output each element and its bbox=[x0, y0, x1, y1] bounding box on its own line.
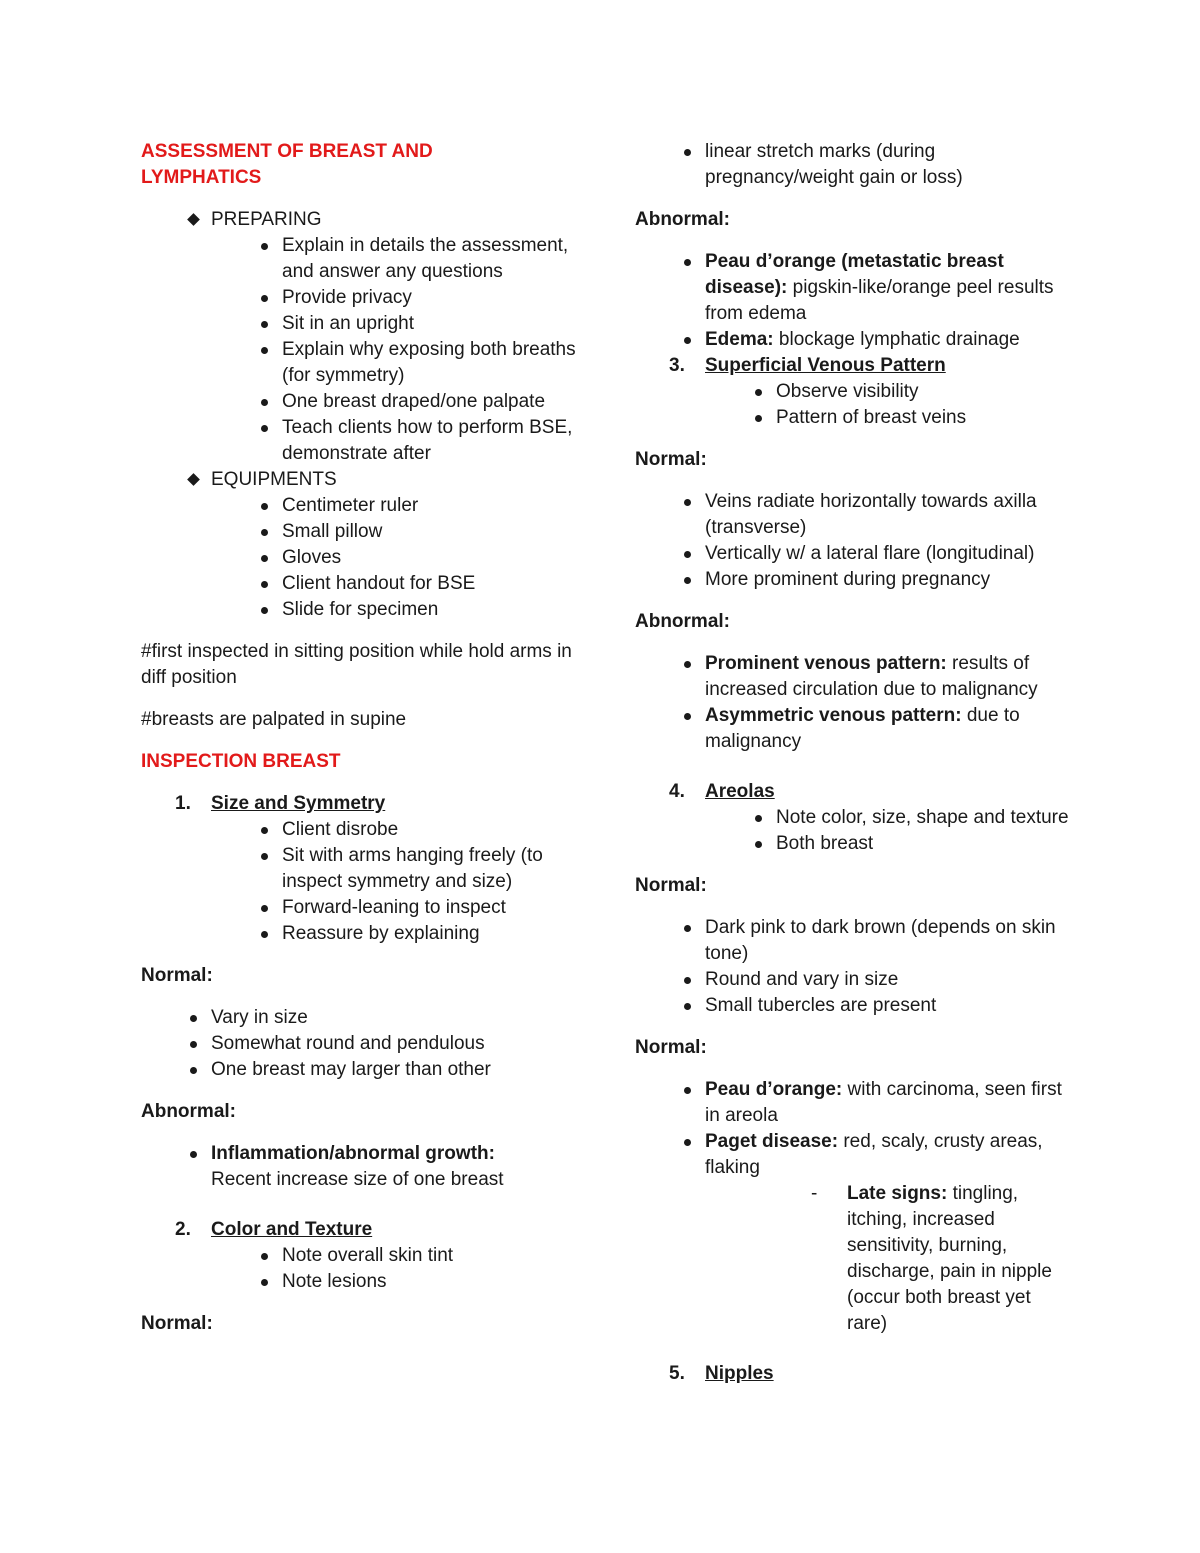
list-item-text: blockage lymphatic drainage bbox=[778, 329, 1020, 350]
section-number: 5. bbox=[669, 1363, 685, 1384]
bullet-icon bbox=[675, 651, 699, 668]
list-item-text: pigskin-like/orange peel results from edema bbox=[705, 277, 1054, 324]
bullet-icon bbox=[181, 1005, 205, 1022]
list-item bbox=[282, 843, 581, 895]
bullet-icon bbox=[252, 895, 276, 912]
note-text: #first inspected in sitting position while hold arms in diff position bbox=[141, 641, 572, 688]
list-item bbox=[705, 967, 1075, 993]
list-item-text: Dark pink to dark brown (depends on skin tone) bbox=[705, 917, 1056, 964]
list-item bbox=[282, 311, 581, 337]
list-item-text: Small tubercles are present bbox=[705, 995, 937, 1016]
list-item bbox=[211, 1031, 581, 1057]
list-item-text: Gloves bbox=[282, 547, 342, 568]
list-item bbox=[776, 831, 1075, 857]
list-item bbox=[211, 1141, 581, 1193]
list-item bbox=[776, 379, 1075, 405]
list-item-text: results of increased circulation due to malignancy bbox=[705, 653, 1038, 700]
bullet-icon bbox=[252, 843, 276, 860]
section-title: Size and Symmetry bbox=[211, 793, 386, 814]
note-text: #breasts are palpated in supine bbox=[141, 709, 407, 730]
list-item-text: Provide privacy bbox=[282, 287, 412, 308]
bullet-icon bbox=[252, 817, 276, 834]
normal-label: Normal: bbox=[141, 1313, 213, 1334]
bullet-icon bbox=[252, 389, 276, 406]
list-item-text: Note overall skin tint bbox=[282, 1245, 454, 1266]
list-item bbox=[282, 389, 581, 415]
bullet-icon bbox=[252, 545, 276, 562]
list-item bbox=[705, 1129, 1075, 1181]
list-item-bold: Peau d’orange (metastatic breast disease): bbox=[705, 251, 1004, 298]
list-item-text: Both breast bbox=[776, 833, 874, 854]
section-heading bbox=[175, 791, 581, 817]
list-item bbox=[211, 1057, 581, 1083]
list-item bbox=[282, 545, 581, 571]
dash-bullet: - bbox=[811, 1183, 818, 1204]
list-item bbox=[705, 327, 1075, 353]
list-item-text: Explain why exposing both breaths (for symmetry) bbox=[282, 339, 576, 386]
list-item-text: Note lesions bbox=[282, 1271, 387, 1292]
section-heading bbox=[669, 353, 1075, 379]
list-item bbox=[705, 993, 1075, 1019]
bullet-icon bbox=[675, 567, 699, 584]
section-heading bbox=[669, 1361, 1075, 1387]
equipments-heading bbox=[211, 467, 581, 493]
list-item-text: Veins radiate horizontally towards axilla (transverse) bbox=[705, 491, 1037, 538]
bullet-icon bbox=[252, 493, 276, 510]
list-item bbox=[282, 597, 581, 623]
bullet-icon bbox=[252, 233, 276, 250]
list-item-text: Vertically w/ a lateral flare (longitudinal) bbox=[705, 543, 1035, 564]
list-item bbox=[811, 1181, 1075, 1337]
list-item-text: One breast draped/one palpate bbox=[282, 391, 546, 412]
list-item-text: Note color, size, shape and texture bbox=[776, 807, 1069, 828]
section-title: Color and Texture bbox=[211, 1219, 373, 1240]
list-item-text: Explain in details the assessment, and answer any questions bbox=[282, 235, 569, 282]
list-item-text: Teach clients how to perform BSE, demonstrate after bbox=[282, 417, 573, 464]
section-number: 4. bbox=[669, 781, 685, 802]
bullet-icon bbox=[675, 541, 699, 558]
section-title: Areolas bbox=[705, 781, 775, 802]
section-number: 1. bbox=[175, 793, 191, 814]
list-item-text: Slide for specimen bbox=[282, 599, 439, 620]
list-item-text: Somewhat round and pendulous bbox=[211, 1033, 485, 1054]
list-item bbox=[705, 1077, 1075, 1129]
title-line-2: LYMPHATICS bbox=[141, 167, 262, 188]
list-item-text: Centimeter ruler bbox=[282, 495, 419, 516]
section-number: 3. bbox=[669, 355, 685, 376]
bullet-icon bbox=[675, 703, 699, 720]
list-item-bold: Late signs: bbox=[847, 1183, 948, 1204]
abnormal-label: Abnormal: bbox=[635, 209, 730, 230]
list-item-text: Sit in an upright bbox=[282, 313, 415, 334]
list-item-text: with carcinoma, seen first in areola bbox=[705, 1079, 1062, 1126]
abnormal-label: Abnormal: bbox=[141, 1101, 236, 1122]
bullet-icon bbox=[675, 1129, 699, 1146]
bullet-icon bbox=[675, 249, 699, 266]
document-title bbox=[141, 139, 581, 191]
list-item-bold: Peau d’orange: bbox=[705, 1079, 843, 1100]
section-title: Nipples bbox=[705, 1363, 774, 1384]
preparing-label: PREPARING bbox=[211, 209, 322, 230]
bullet-icon bbox=[746, 805, 770, 822]
bullet-icon bbox=[675, 915, 699, 932]
list-item-text: Small pillow bbox=[282, 521, 383, 542]
bullet-icon bbox=[252, 311, 276, 328]
bullet-icon bbox=[252, 415, 276, 432]
bullet-icon bbox=[675, 967, 699, 984]
list-item bbox=[282, 337, 581, 389]
list-item bbox=[282, 493, 581, 519]
bullet-icon bbox=[181, 1057, 205, 1074]
list-item bbox=[776, 405, 1075, 431]
list-item-text: linear stretch marks (during pregnancy/weight gain or loss) bbox=[705, 141, 963, 188]
list-item bbox=[282, 921, 581, 947]
normal-label: Normal: bbox=[141, 965, 213, 986]
title-line-1: ASSESSMENT OF BREAST AND bbox=[141, 141, 433, 162]
bullet-icon bbox=[252, 1269, 276, 1286]
abnormal-label: Abnormal: bbox=[635, 611, 730, 632]
bullet-icon bbox=[746, 379, 770, 396]
list-item bbox=[705, 651, 1075, 703]
list-item-text: Sit with arms hanging freely (to inspect symmetry and size) bbox=[282, 845, 543, 892]
left-column bbox=[141, 139, 581, 1337]
list-item bbox=[705, 567, 1075, 593]
list-item-text: red, scaly, crusty areas, flaking bbox=[705, 1131, 1043, 1178]
normal-label: Normal: bbox=[635, 1037, 707, 1058]
section-heading bbox=[669, 779, 1075, 805]
list-item-text: Client disrobe bbox=[282, 819, 399, 840]
list-item-text: Recent increase size of one breast bbox=[211, 1169, 504, 1190]
bullet-icon bbox=[181, 1031, 205, 1048]
bullet-icon bbox=[675, 139, 699, 156]
bullet-icon bbox=[746, 405, 770, 422]
list-item bbox=[705, 703, 1075, 755]
list-item-text: Vary in size bbox=[211, 1007, 308, 1028]
list-item-text: Round and vary in size bbox=[705, 969, 899, 990]
list-item bbox=[282, 571, 581, 597]
list-item-bold: Edema: bbox=[705, 329, 774, 350]
bullet-icon bbox=[675, 1077, 699, 1094]
normal-label: Normal: bbox=[635, 875, 707, 896]
bullet-icon bbox=[181, 1141, 205, 1158]
list-item bbox=[705, 915, 1075, 967]
normal-label: Normal: bbox=[635, 449, 707, 470]
list-item bbox=[282, 233, 581, 285]
list-item bbox=[282, 285, 581, 311]
list-item-text: Forward-leaning to inspect bbox=[282, 897, 506, 918]
list-item-text: due to malignancy bbox=[705, 705, 1020, 752]
list-item-bold: Asymmetric venous pattern: bbox=[705, 705, 962, 726]
bullet-icon bbox=[252, 285, 276, 302]
list-item bbox=[282, 1243, 581, 1269]
bullet-icon bbox=[252, 921, 276, 938]
list-item bbox=[282, 1269, 581, 1295]
equipments-label: EQUIPMENTS bbox=[211, 469, 337, 490]
list-item-text: More prominent during pregnancy bbox=[705, 569, 991, 590]
list-item bbox=[282, 895, 581, 921]
list-item bbox=[705, 249, 1075, 327]
section-title: Superficial Venous Pattern bbox=[705, 355, 946, 376]
list-item-bold: Inflammation/abnormal growth: bbox=[211, 1143, 495, 1164]
list-item bbox=[282, 817, 581, 843]
list-item-text: Client handout for BSE bbox=[282, 573, 476, 594]
list-item bbox=[282, 519, 581, 545]
list-item bbox=[211, 1005, 581, 1031]
inspection-heading: INSPECTION BREAST bbox=[141, 751, 341, 772]
preparing-heading bbox=[211, 207, 581, 233]
list-item bbox=[776, 805, 1075, 831]
bullet-icon bbox=[252, 337, 276, 354]
list-item bbox=[705, 489, 1075, 541]
list-item-text: One breast may larger than other bbox=[211, 1059, 491, 1080]
list-item-text: Reassure by explaining bbox=[282, 923, 480, 944]
list-item-bold: Prominent venous pattern: bbox=[705, 653, 947, 674]
list-item-bold: Paget disease: bbox=[705, 1131, 839, 1152]
list-item-text: tingling, itching, increased sensitivity, burning, discharge, pain in nipple (occur both breast yet rare) bbox=[847, 1183, 1052, 1334]
bullet-icon bbox=[252, 571, 276, 588]
right-column bbox=[635, 139, 1075, 1387]
bullet-icon bbox=[252, 1243, 276, 1260]
bullet-icon bbox=[746, 831, 770, 848]
bullet-icon bbox=[675, 489, 699, 506]
list-item-text: Observe visibility bbox=[776, 381, 919, 402]
bullet-icon bbox=[252, 597, 276, 614]
list-item bbox=[282, 415, 581, 467]
list-item bbox=[705, 541, 1075, 567]
bullet-icon bbox=[252, 519, 276, 536]
diamond-bullet-icon bbox=[181, 467, 205, 484]
diamond-bullet-icon bbox=[181, 207, 205, 224]
list-item bbox=[705, 139, 1075, 191]
section-heading bbox=[175, 1217, 581, 1243]
list-item-text: Pattern of breast veins bbox=[776, 407, 967, 428]
bullet-icon bbox=[675, 327, 699, 344]
section-number: 2. bbox=[175, 1219, 191, 1240]
bullet-icon bbox=[675, 993, 699, 1010]
